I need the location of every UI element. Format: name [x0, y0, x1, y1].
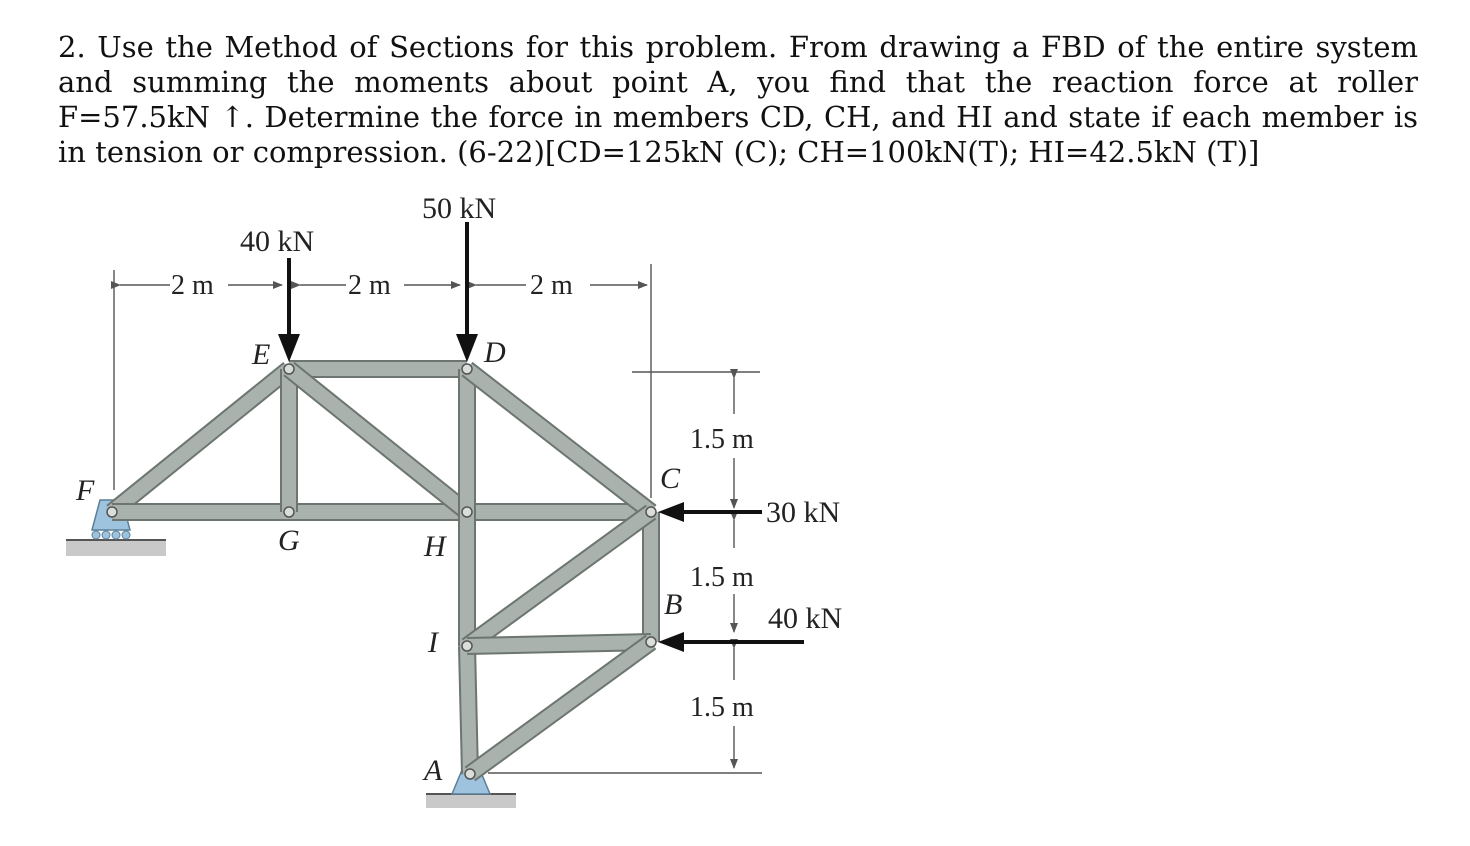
joint-B [646, 637, 656, 647]
label-node-H: H [424, 530, 446, 563]
joint-F [107, 507, 117, 517]
truss-members [112, 369, 651, 774]
label-node-I: I [428, 626, 438, 659]
dim-label-DC: 2 m [530, 270, 573, 301]
load-arrow-B-head [658, 632, 684, 652]
member-CI [467, 512, 651, 646]
dim-label-FE: 2 m [171, 270, 214, 301]
joint-D [462, 364, 472, 374]
label-node-G: G [278, 524, 300, 557]
roller-wheel [92, 531, 100, 539]
joint-H [462, 507, 472, 517]
dim-label-rise-DC: 1.5 m [690, 424, 754, 455]
joint-I [462, 641, 472, 651]
label-node-C: C [660, 462, 681, 495]
load-label-C: 30 kN [766, 496, 841, 529]
load-arrow-E-head [278, 334, 300, 362]
load-label-B: 40 kN [768, 602, 843, 635]
ground-A [426, 794, 516, 808]
roller-wheel [112, 531, 120, 539]
joint-E [284, 364, 294, 374]
roller-wheel [102, 531, 110, 539]
label-node-E: E [252, 338, 271, 371]
label-node-D: D [484, 336, 506, 369]
member-IA [467, 646, 470, 774]
load-label-E: 40 kN [240, 225, 315, 258]
ground-F [66, 540, 166, 556]
label-node-F: F [76, 474, 95, 507]
dim-label-ED: 2 m [348, 270, 391, 301]
joint-A [465, 769, 475, 779]
label-node-A: A [424, 754, 443, 787]
member-IB [467, 642, 651, 646]
dim-label-rise-BA: 1.5 m [690, 692, 754, 723]
member-BA [470, 642, 651, 774]
load-arrow-C-head [658, 502, 684, 522]
load-label-D: 50 kN [422, 192, 497, 225]
label-node-B: B [664, 588, 683, 621]
member-DC [467, 369, 651, 512]
joint-C [646, 507, 656, 517]
load-arrow-D-head [456, 334, 478, 362]
dim-label-rise-CB: 1.5 m [690, 562, 754, 593]
roller-wheel [122, 531, 130, 539]
member-FE [112, 369, 289, 512]
joint-G [284, 507, 294, 517]
problem-statement: 2. Use the Method of Sections for this problem. From drawing a FBD of the entire system and summing the moments about point A, you find that the reaction force at roller F=57.5kN ↑. Determine the force in members CD, CH, and HI and state if each member is in tension or compression. (6-22)[CD=125kN (C); CH=100kN(T); HI=42.5kN (T)] [58, 30, 1418, 169]
member-EH [289, 369, 467, 512]
